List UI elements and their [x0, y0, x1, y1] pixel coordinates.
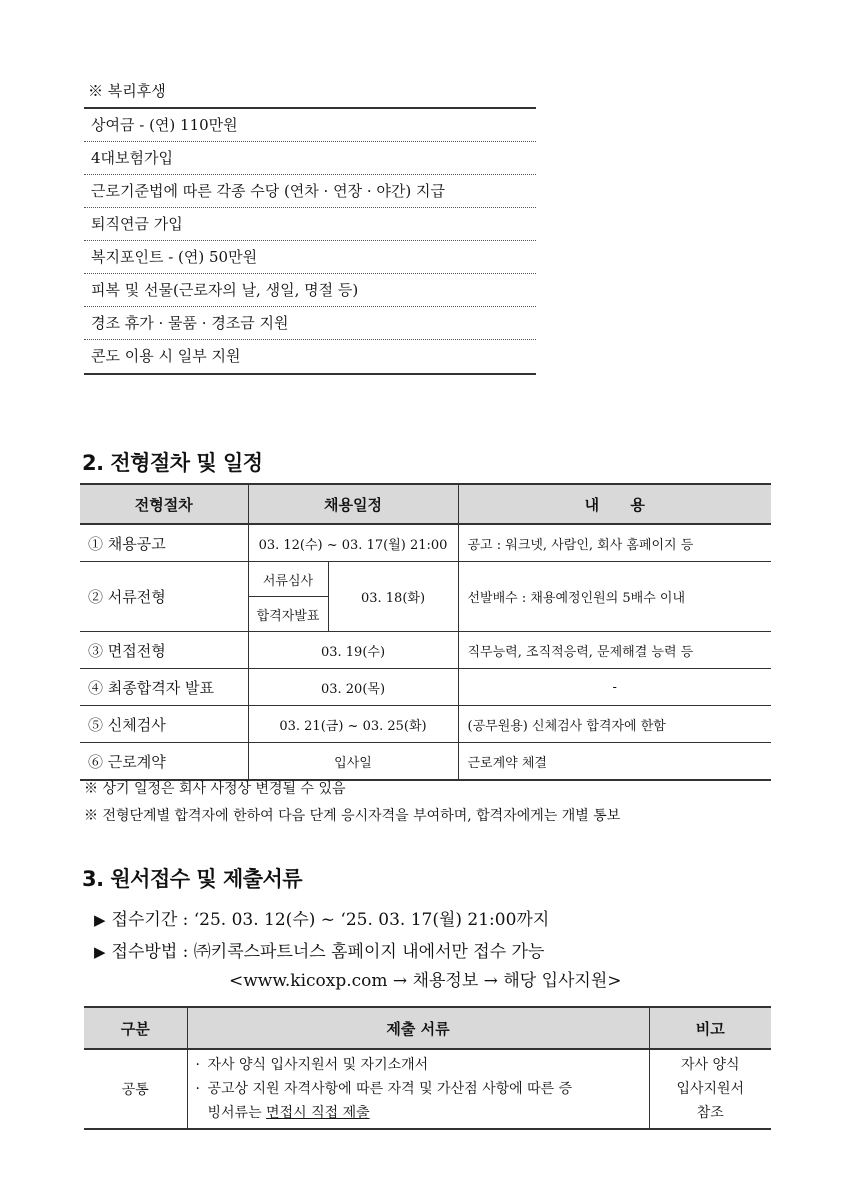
triangle-bullet-icon: ▶: [94, 943, 106, 961]
stage-cell: ⑤ 신체검사: [80, 706, 248, 743]
content-cell: (공무원용) 신체검사 합격자에 한함: [458, 706, 771, 743]
header-remark: 비고: [649, 1007, 771, 1049]
table-row: [80, 743, 771, 781]
header-stage: 전형절차: [80, 484, 248, 524]
table-row: [80, 706, 771, 743]
header-documents: 제출 서류: [187, 1007, 649, 1049]
table-row: [80, 562, 771, 597]
sub-stage-cell: 합격자발표: [248, 597, 328, 632]
header-content: 내 용: [458, 484, 771, 524]
welfare-item: 피복 및 선물(근로자의 날, 생일, 명절 등): [84, 274, 536, 307]
stage-cell: ① 채용공고: [80, 524, 248, 562]
remark-cell: [649, 1049, 771, 1129]
table-row: [80, 632, 771, 669]
application-period: [94, 905, 549, 930]
remark-line: 입사지원서: [676, 1081, 745, 1097]
application-method: [94, 937, 544, 962]
content-cell: 선발배수 : 채용예정인원의 5배수 이내: [458, 562, 771, 632]
documents-table: [84, 1006, 771, 1130]
date-cell: 03. 12(수) ~ 03. 17(월) 21:00: [248, 524, 458, 562]
bullet-dot: ·: [195, 1081, 200, 1097]
content-cell: 공고 : 워크넷, 사람인, 회사 홈페이지 등: [458, 524, 771, 562]
date-cell: 03. 18(화): [328, 562, 458, 632]
date-cell: 입사일: [248, 743, 458, 781]
triangle-bullet-icon: ▶: [94, 911, 106, 929]
date-cell: 03. 21(금) ~ 03. 25(화): [248, 706, 458, 743]
stage-cell: ④ 최종합격자 발표: [80, 669, 248, 706]
welfare-item: 콘도 이용 시 일부 지원: [91, 347, 241, 365]
content-cell: 근로계약 체결: [458, 743, 771, 781]
welfare-item: 상여금 - (연) 110만원: [84, 109, 536, 142]
remark-line: 참조: [696, 1105, 724, 1121]
welfare-item: 경조 휴가 · 물품 · 경조금 지원: [84, 307, 536, 340]
welfare-list: [84, 107, 536, 375]
header-schedule: 채용일정: [248, 484, 458, 524]
sub-stage-cell: 서류심사: [248, 562, 328, 597]
welfare-item: 근로기준법에 따른 각종 수당 (연차 · 연장 · 야간) 지급: [84, 175, 536, 208]
document-item-text: 빙서류는: [207, 1105, 267, 1121]
stage-cell: ③ 면접전형: [80, 632, 248, 669]
table-row: [80, 669, 771, 706]
section-3-title: 3. 원서접수 및 제출서류: [82, 867, 303, 891]
schedule-note: ※ 전형단계별 합격자에 한하여 다음 단계 응시자격을 부여하며, 합격자에게는 개별 통보: [84, 808, 621, 824]
underlined-text: 면접시 직접 제출: [266, 1105, 370, 1121]
documents-cell: [187, 1049, 649, 1129]
bullet-dot: ·: [195, 1057, 200, 1073]
schedule-table: [80, 483, 771, 781]
header-category: 구분: [84, 1007, 187, 1049]
list-item: [196, 1053, 643, 1077]
application-url: <www.kicoxp.com → 채용정보 → 해당 입사지원>: [229, 971, 622, 991]
date-cell: 03. 20(목): [248, 669, 458, 706]
content-cell: -: [458, 669, 771, 706]
table-row: [80, 524, 771, 562]
document-item-text: 공고상 지원 자격사항에 따른 자격 및 가산점 사항에 따른 증: [207, 1081, 573, 1097]
schedule-note: ※ 상기 일정은 회사 사정상 변경될 수 있음: [84, 781, 346, 797]
document-item-text: 자사 양식 입사지원서 및 자기소개서: [207, 1057, 429, 1073]
list-item: [196, 1077, 643, 1125]
application-period-text: 접수기간 : ‘25. 03. 12(수) ~ ‘25. 03. 17(월) 21:00까지: [111, 910, 550, 930]
welfare-item: 퇴직연금 가입: [84, 208, 536, 241]
welfare-item: 복지포인트 - (연) 50만원: [84, 241, 536, 274]
date-cell: 03. 19(수): [248, 632, 458, 669]
section-2-title: 2. 전형절차 및 일정: [82, 451, 263, 475]
table-row: [84, 1049, 771, 1129]
stage-cell: ⑥ 근로계약: [80, 743, 248, 781]
remark-line: 자사 양식: [680, 1057, 740, 1073]
category-cell: 공통: [84, 1049, 187, 1129]
content-cell: 직무능력, 조직적응력, 문제해결 능력 등: [458, 632, 771, 669]
welfare-heading: ※ 복리후생: [88, 82, 166, 100]
stage-cell: ② 서류전형: [80, 562, 248, 632]
application-method-text: 접수방법 : ㈜키콕스파트너스 홈페이지 내에서만 접수 가능: [111, 942, 545, 962]
welfare-item: 4대보험가입: [84, 142, 536, 175]
